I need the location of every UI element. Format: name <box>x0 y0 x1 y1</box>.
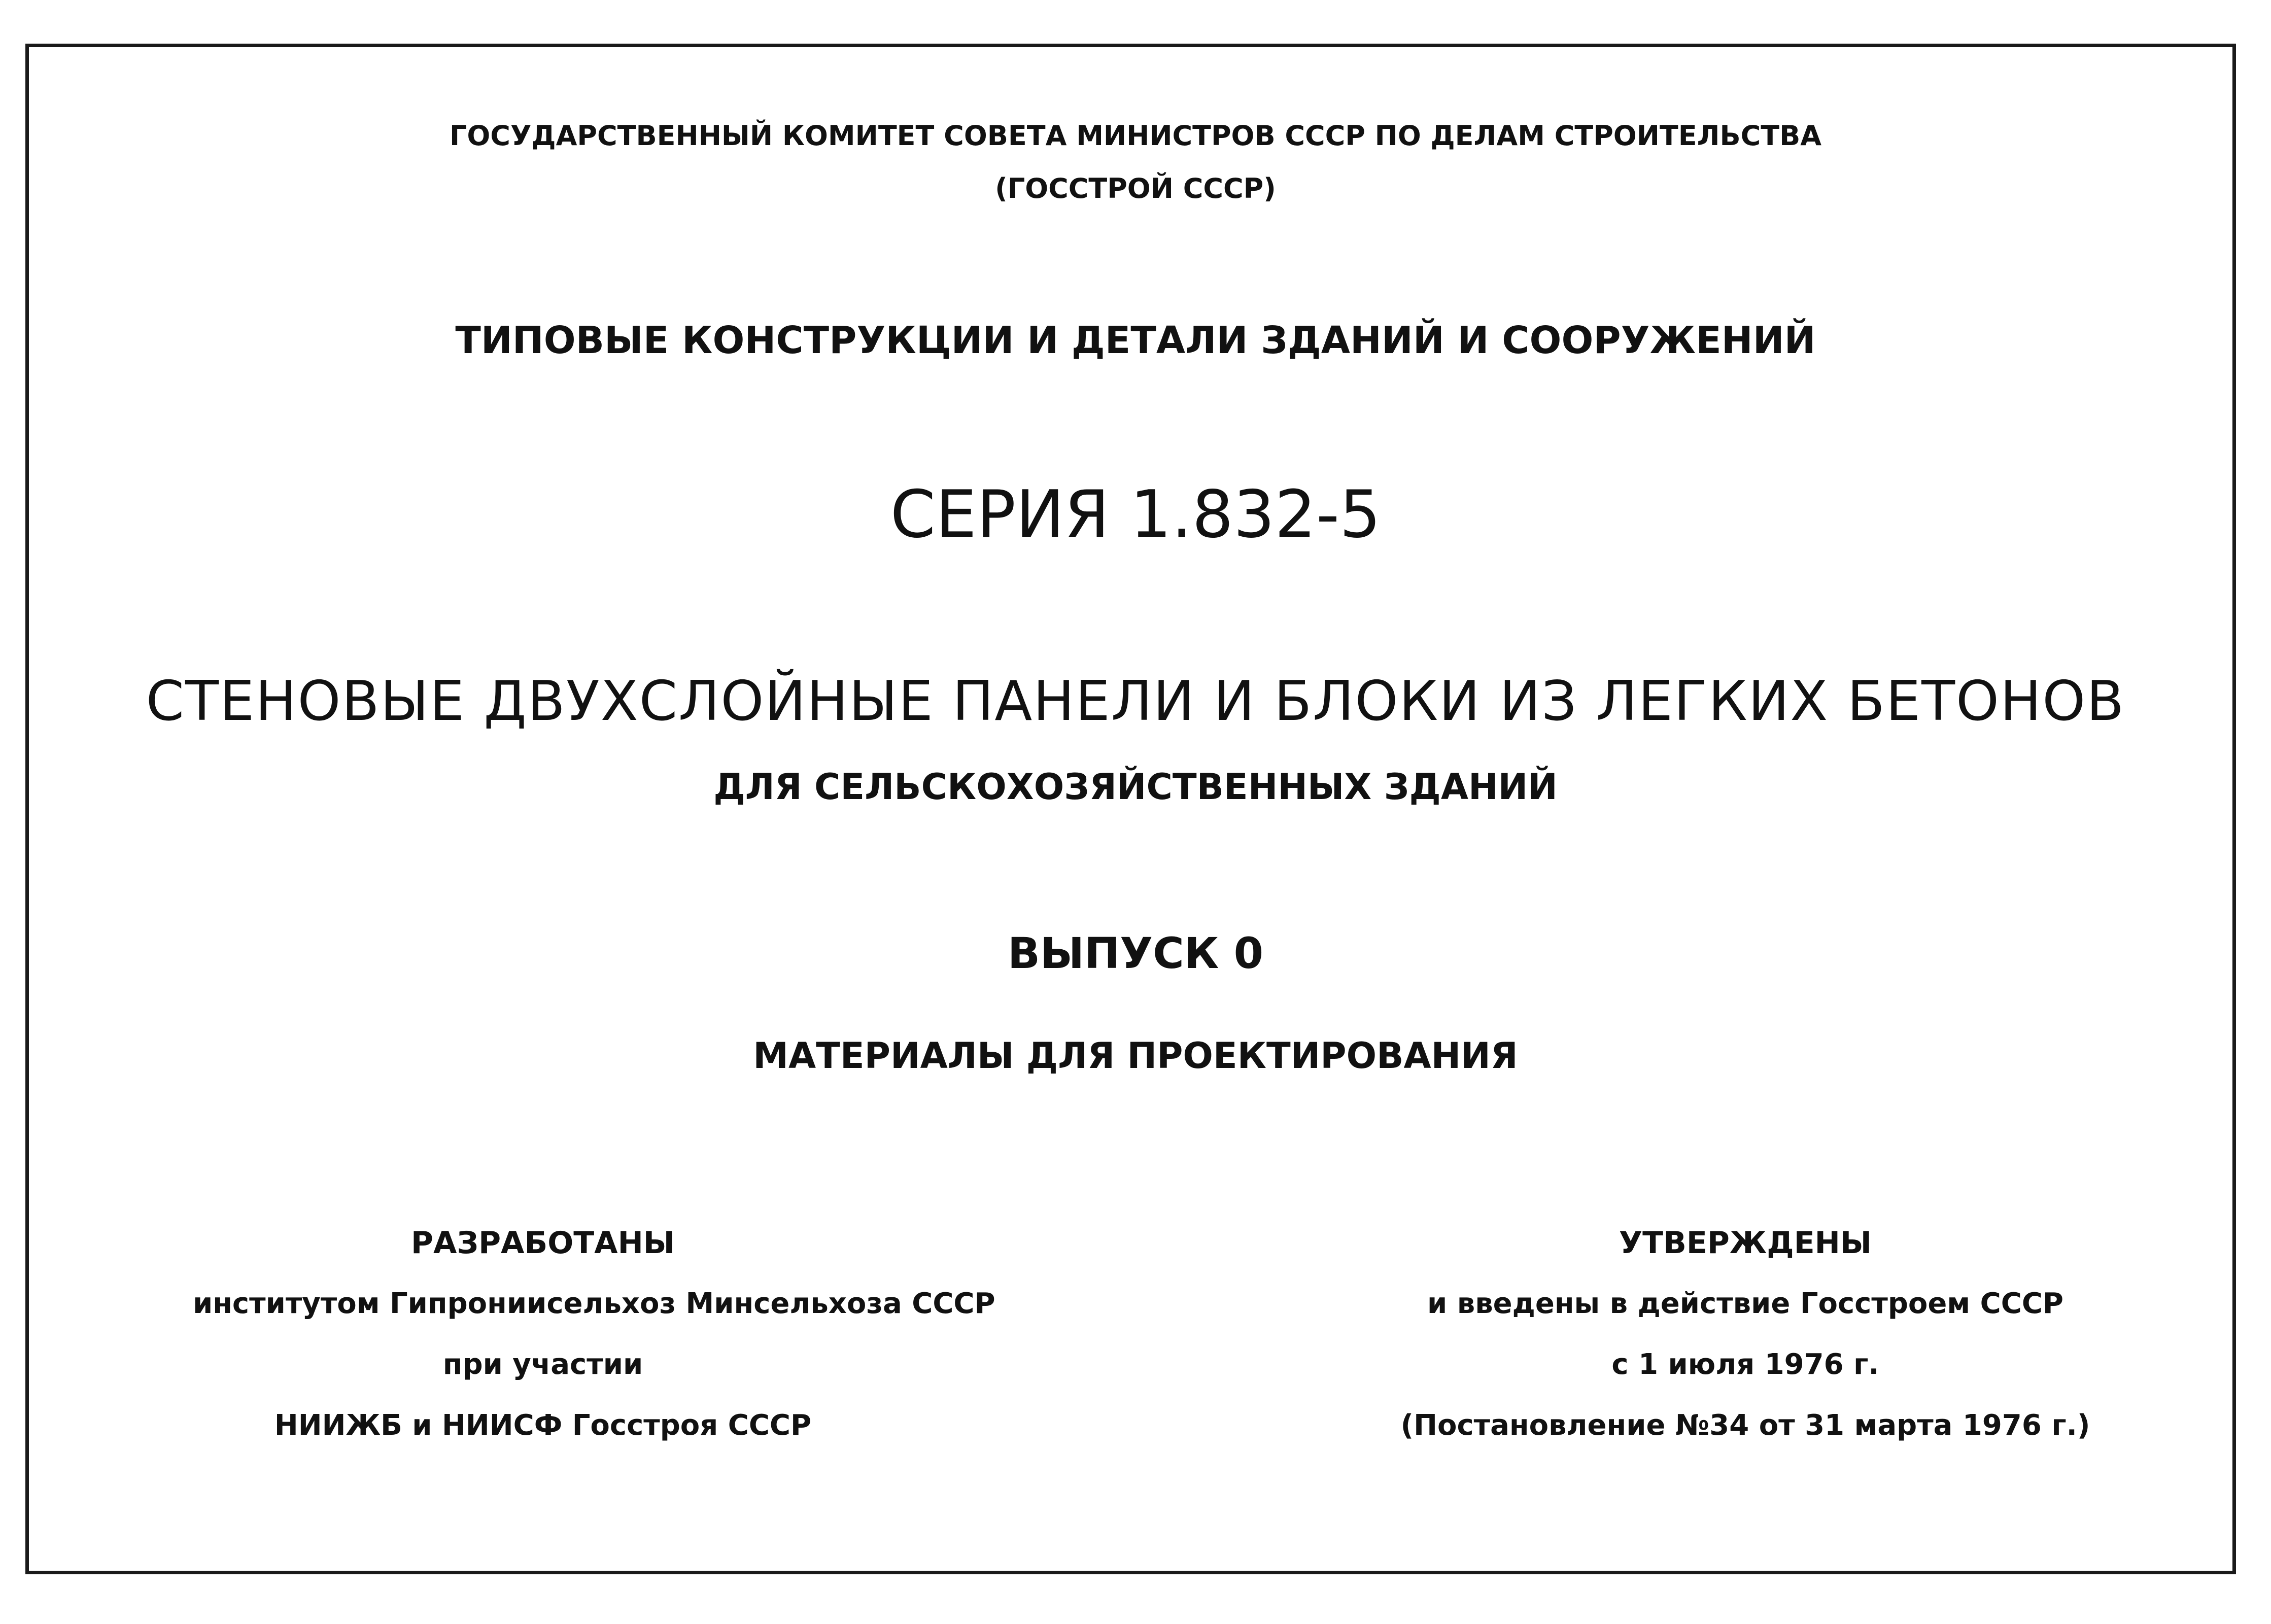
approved-authority: и введены в действие Госстроем СССР <box>1427 1287 2063 1320</box>
developed-heading: РАЗРАБОТАНЫ <box>411 1225 675 1261</box>
approved-heading: УТВЕРЖДЕНЫ <box>1619 1225 1872 1261</box>
agency-name: ГОСУДАРСТВЕННЫЙ КОМИТЕТ СОВЕТА МИНИСТРОВ СССР ПО ДЕЛАМ СТРОИТЕЛЬСТВА <box>449 120 1822 152</box>
developed-institute: институтом Гипрониисельхоз Минсельхоза СССР <box>193 1287 995 1320</box>
approved-resolution: (Постановление №34 от 31 марта 1976 г.) <box>1400 1409 2090 1442</box>
developed-participation: при участии <box>442 1348 643 1381</box>
approved-by-block <box>1380 1213 2111 1456</box>
developed-partners: НИИЖБ и НИИСФ Госстроя СССР <box>274 1409 812 1442</box>
document-subtitle: ДЛЯ СЕЛЬСКОХОЗЯЙСТВЕННЫХ ЗДАНИЙ <box>713 766 1558 808</box>
collection-title: ТИПОВЫЕ КОНСТРУКЦИИ И ДЕТАЛИ ЗДАНИЙ И СООРУЖЕНИЙ <box>455 319 1816 362</box>
document-title: СТЕНОВЫЕ ДВУХСЛОЙНЫЕ ПАНЕЛИ И БЛОКИ ИЗ ЛЕГКИХ БЕТОНОВ <box>146 670 2125 733</box>
developed-by-block <box>193 1213 995 1456</box>
issue-number: ВЫПУСК 0 <box>1007 928 1264 978</box>
series-number: СЕРИЯ 1.832-5 <box>890 477 1381 552</box>
agency-abbreviation: (ГОССТРОЙ СССР) <box>995 172 1276 204</box>
issue-description: МАТЕРИАЛЫ ДЛЯ ПРОЕКТИРОВАНИЯ <box>753 1035 1518 1077</box>
approved-effective-date: с 1 июля 1976 г. <box>1611 1348 1879 1381</box>
